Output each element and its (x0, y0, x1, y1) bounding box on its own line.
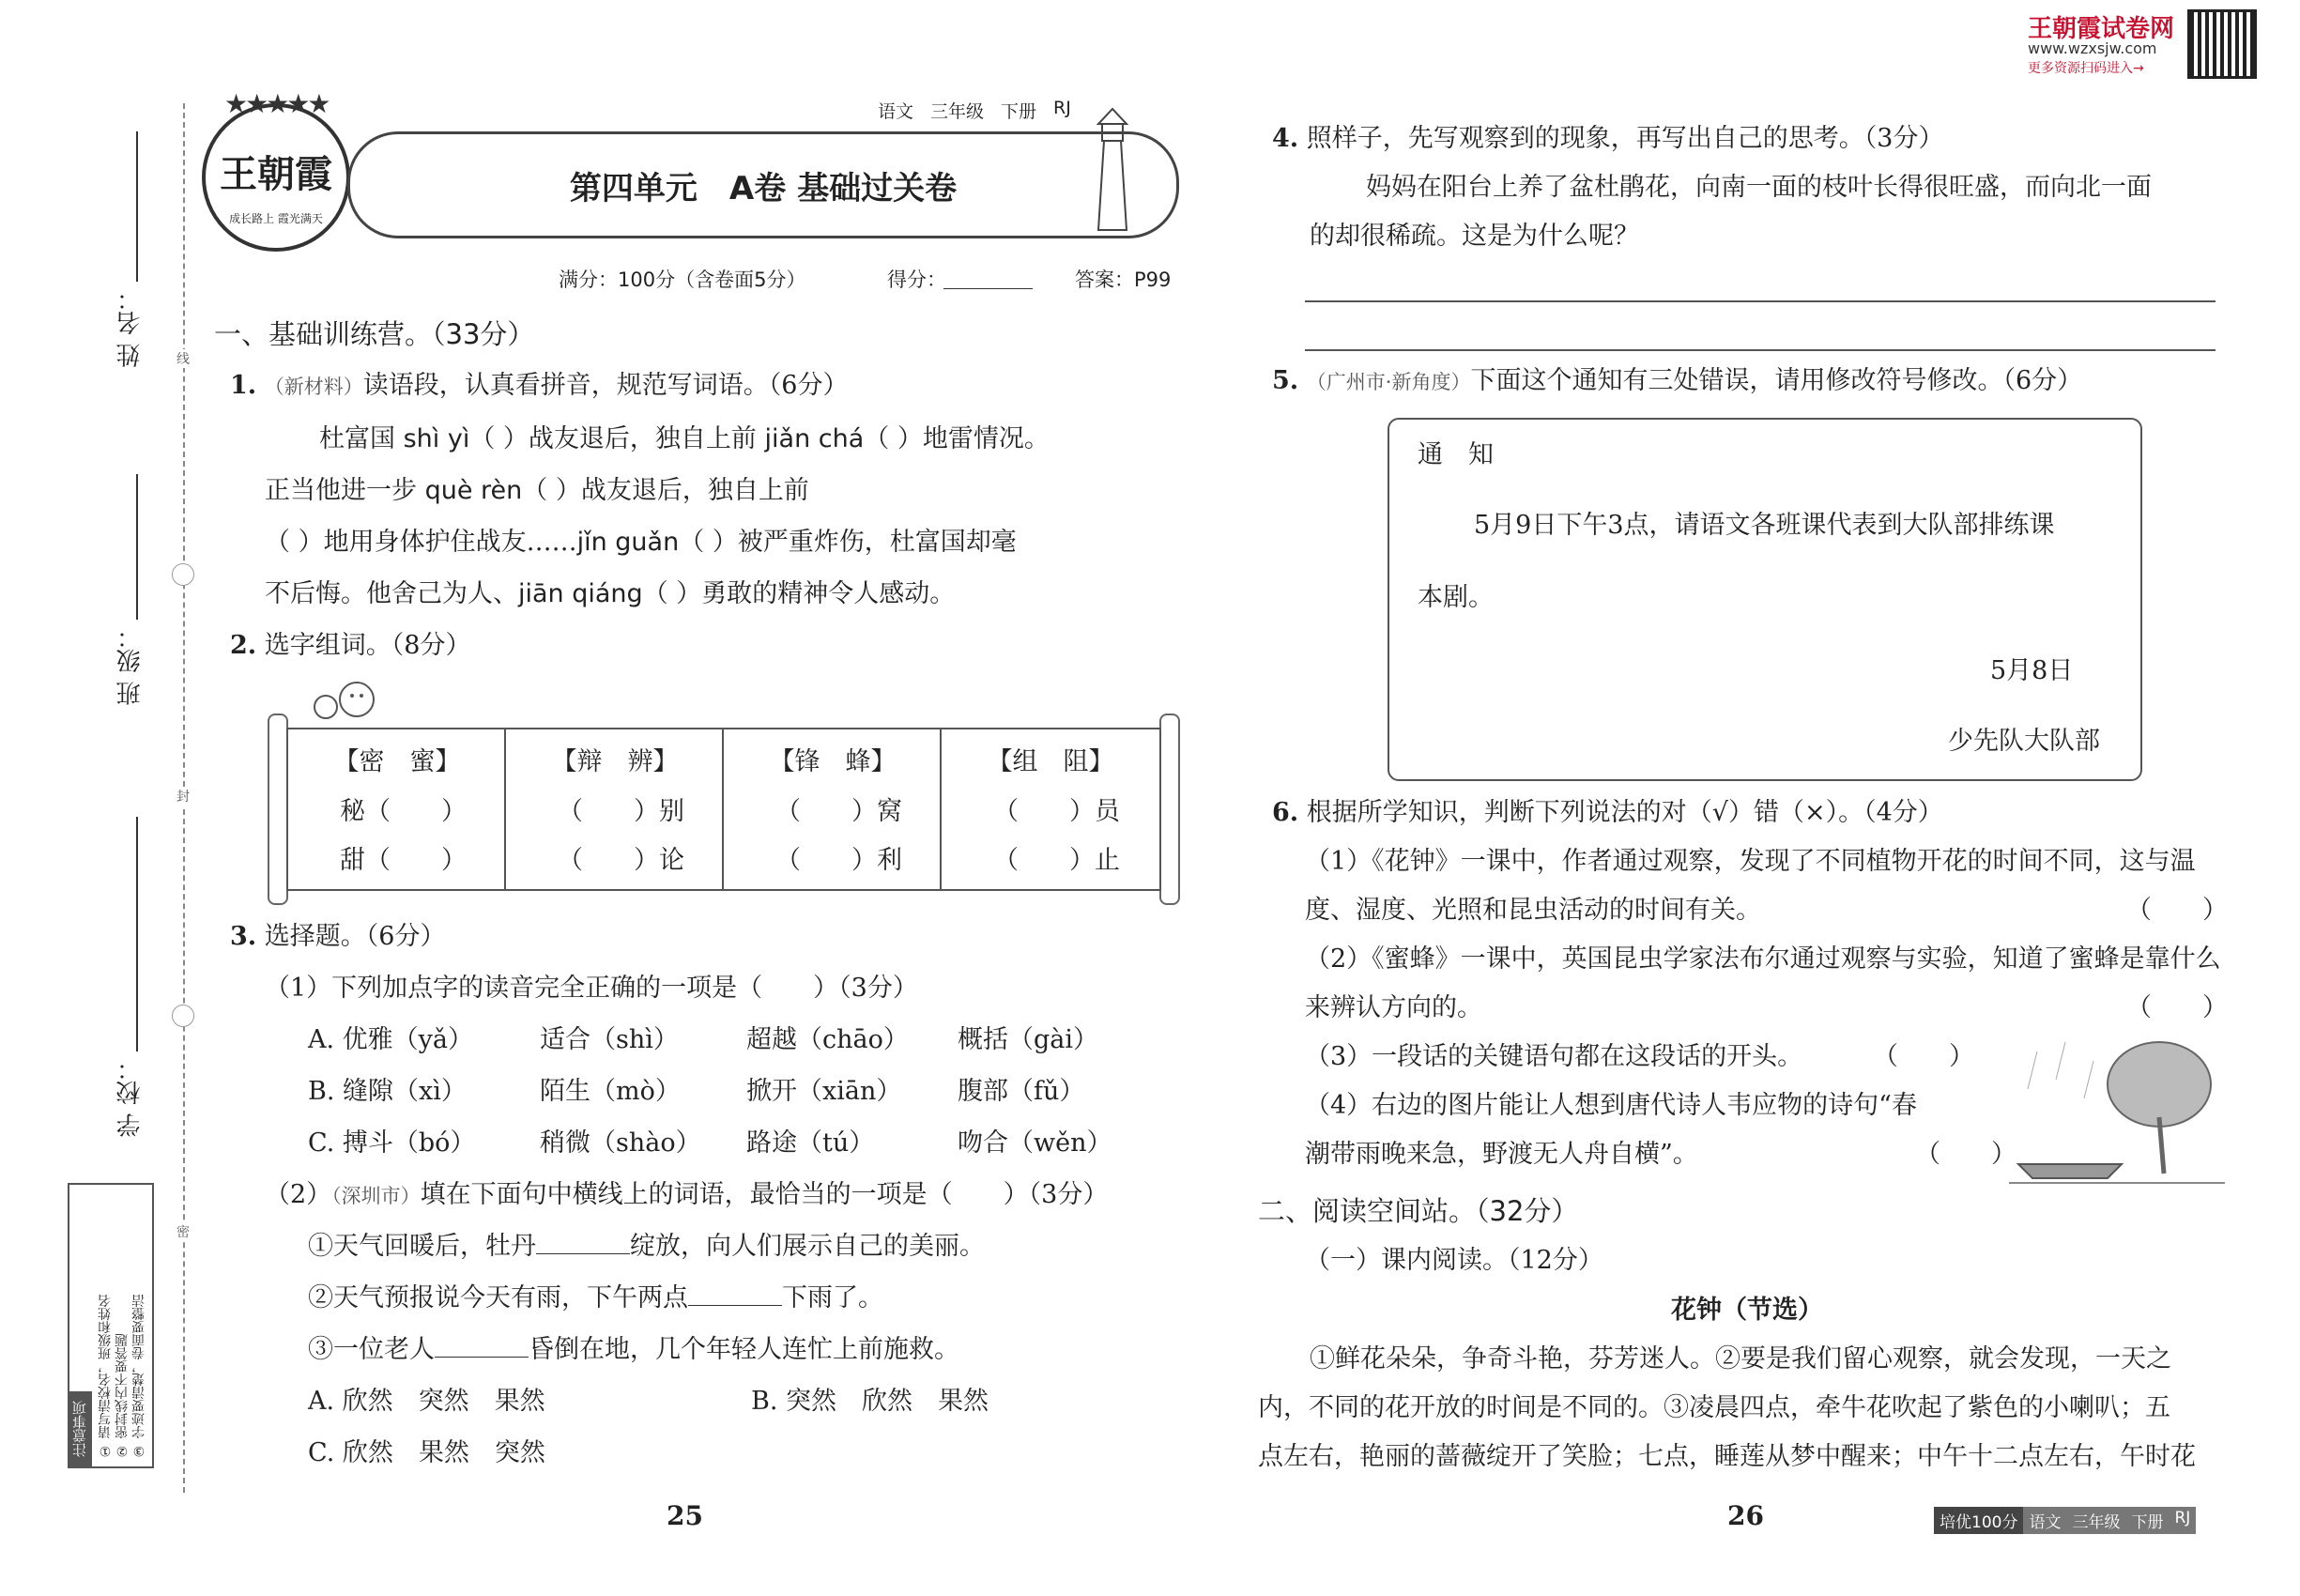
note-3: ③ 字迹要清楚，卷面要整洁 (131, 1294, 146, 1458)
corner-more: 更多资源扫码进入→ (2028, 61, 2144, 76)
meta-volume: 下册 (1001, 101, 1037, 122)
section-1-title: 一、基础训练营。（33分） (214, 318, 535, 350)
word-group (286, 729, 506, 889)
q6-item-1b: 度、湿度、光照和昆虫活动的时间有关。 (1305, 896, 1761, 925)
answer-line[interactable] (1305, 349, 2216, 351)
q5-title: 下面这个通知有三处错误，请用修改符号修改。（6分） (1470, 366, 2083, 395)
word-blank[interactable]: （ ）窝 (775, 797, 902, 826)
judge-paren[interactable]: （ ） (2126, 993, 2228, 1022)
q3-sub2-num: （2） (265, 1180, 332, 1209)
q3-sub1: （1）下列加点字的读音完全正确的一项是（ ）（3分） (265, 974, 918, 1003)
binding-hole (172, 563, 194, 586)
word-group (940, 729, 1159, 889)
word-blank[interactable]: （ ）别 (558, 797, 684, 826)
title-banner (347, 131, 1179, 238)
page-number-left: 25 (667, 1500, 703, 1531)
word-blank[interactable]: 甜（ ） (340, 846, 467, 875)
q1-text[interactable]: （ ）战友退后，独自上前 (469, 424, 765, 453)
word-group-head: 【组 阻】 (987, 747, 1114, 776)
q3-num: 3. (230, 922, 257, 951)
pinyin: shì yì (403, 424, 470, 453)
option-a[interactable]: A. 欣然 突然 果然 (308, 1387, 545, 1416)
q5-header (1272, 364, 2082, 399)
q1-answer-paren[interactable]: （ ）战友退后，独自上前 (522, 476, 809, 505)
q1-num: 1. (230, 371, 257, 400)
q6-num: 6. (1272, 798, 1299, 827)
q2-num: 2. (230, 631, 257, 660)
header-meta (878, 98, 1071, 123)
q2-title: 选字组词。（8分） (264, 631, 471, 660)
q3-sub2 (265, 1178, 1108, 1213)
class-label: 班 级： (116, 624, 145, 706)
qr-code-icon[interactable] (2187, 9, 2257, 79)
note-2: ② 密封线内不要答题 (115, 1333, 130, 1458)
sentence-text: 下雨了。 (782, 1283, 883, 1312)
q1-line-1 (319, 422, 1050, 456)
note-1: ① 请写清校名，班级和姓名 (98, 1294, 113, 1458)
q1-line-4 (265, 577, 955, 611)
q4-header (1272, 122, 1943, 156)
brand-slogan: 成长路上 霞光满天 (229, 212, 323, 225)
notice-date: 5月8日 (1990, 656, 2074, 685)
page-number-right: 26 (1727, 1500, 1764, 1531)
option-a-2: 适合（shì） (540, 1025, 679, 1054)
q6-item-4a: （4）右边的图片能让人想到唐代诗人韦应物的诗句“春 (1305, 1091, 1917, 1120)
footer-series: 培优100分 (1934, 1507, 2023, 1534)
q1-title: 读语段，认真看拼音，规范写词语。（6分） (362, 371, 849, 400)
option-a-3: 超越（chāo） (746, 1025, 909, 1054)
notice-signature: 少先队大队部 (1948, 727, 2100, 756)
q6-header (1272, 796, 1943, 830)
q1-line-3 (265, 526, 1017, 560)
q5-num: 5. (1272, 366, 1299, 395)
corner-brand[interactable]: 王朝霞试卷网 (2028, 15, 2175, 43)
option-a-1[interactable]: A. 优雅（yǎ） (308, 1025, 474, 1054)
answer-ref: 答案：P99 (1075, 269, 1172, 291)
name-field[interactable] (136, 131, 138, 282)
notes-title: 注意事项 (69, 1391, 92, 1466)
sentence-text: ③一位老人 (308, 1335, 435, 1364)
article-line-3: 点左右，艳丽的蔷薇绽开了笑脸；七点，睡莲从梦中醒来；中午十二点左右，午时花 (1258, 1442, 2196, 1471)
q1-text[interactable]: （ ）被严重炸伤，杜富国却毫 (679, 528, 1017, 557)
option-b-1[interactable]: B. 缝隙（xì） (308, 1077, 467, 1106)
pinyin: jǐn guǎn (576, 528, 680, 557)
option-c-3: 路途（tú） (746, 1128, 875, 1158)
notes-box (68, 1183, 154, 1468)
footer-volume: 下册 (2125, 1507, 2169, 1534)
footer-grade: 三年级 (2066, 1507, 2125, 1534)
sentence-text: ②天气预报说今天有雨，下午两点 (308, 1283, 688, 1312)
sentence-text: ①天气回暖后，牡丹 (308, 1232, 536, 1261)
q6-item-2a: （2）《蜜蜂》一课中，英国昆虫学家法布尔通过观察与实验，知道了蜜蜂是靠什么 (1305, 944, 2221, 974)
word-group-head: 【辩 辨】 (551, 747, 679, 776)
meta-subject: 语文 (878, 101, 914, 122)
score-field[interactable] (943, 288, 1033, 289)
meta-edition: RJ (1053, 98, 1071, 118)
seal-char: 封 (175, 787, 192, 806)
word-group-head: 【锋 蜂】 (769, 747, 897, 776)
subsection-title: （一）课内阅读。（12分） (1305, 1246, 1603, 1275)
q4-num: 4. (1272, 124, 1299, 153)
q1-text[interactable]: （ ）勇敢的精神令人感动。 (642, 579, 956, 608)
seal-char: 密 (175, 1222, 192, 1241)
score-label: 得分： (887, 269, 946, 291)
rain-boat-illustration (2009, 1033, 2225, 1192)
word-group (504, 729, 724, 889)
sentence-3 (308, 1333, 959, 1367)
fill-blank[interactable] (688, 1282, 782, 1306)
word-group-head: 【密 蜜】 (333, 747, 461, 776)
option-a-4: 概括（gài） (958, 1025, 1099, 1054)
q6-item-4b: 潮带雨晚来急，野渡无人舟自横”。 (1305, 1140, 1698, 1169)
q6-title: 根据所学知识，判断下列说法的对（√）错（×）。（4分） (1306, 798, 1943, 827)
class-field[interactable] (136, 474, 138, 620)
chick-icon (305, 662, 380, 728)
notice-body: 本剧。 (1418, 583, 1494, 612)
judge-paren[interactable]: （ ） (2126, 896, 2228, 925)
q3-sub2-text: 填在下面句中横线上的词语，最恰当的一项是（ ）（3分） (420, 1180, 1109, 1209)
word-group-table (286, 728, 1161, 891)
scroll-left-post (268, 714, 288, 905)
lighthouse-icon (1080, 103, 1145, 235)
star-icons: ★★★★★ (224, 88, 329, 119)
word-blank[interactable]: 秘（ ） (340, 797, 467, 826)
meta-grade: 三年级 (930, 101, 985, 122)
notice-body: 5月9日下午3点，请语文各班课代表到大队部排练课 (1474, 511, 2055, 540)
q3-title: 选择题。（6分） (264, 922, 446, 951)
q6-item-1a: （1）《花钟》一课中，作者通过观察，发现了不同植物开花的时间不同，这与温 (1305, 847, 2196, 876)
word-blank[interactable]: （ ）止 (993, 846, 1120, 875)
judge-paren[interactable]: （ ） (1873, 1042, 1974, 1071)
q6-item-2b: 来辨认方向的。 (1305, 993, 1482, 1022)
q1-text: 不后悔。他舍己为人、 (265, 579, 518, 608)
footer-subject: 语文 (2023, 1507, 2066, 1534)
q5-tag: （广州市·新角度） (1306, 371, 1471, 393)
page-title: 第四单元 A卷 基础过关卷 (569, 170, 958, 207)
sentence-text: 绽放，向人们展示自己的美丽。 (630, 1232, 985, 1261)
corner-url[interactable]: www.wzxsjw.com (2028, 39, 2157, 57)
fill-blank[interactable] (536, 1231, 630, 1254)
q1-text[interactable]: （ ）地雷情况。 (864, 424, 1050, 453)
brand-name: 王朝霞 (220, 152, 332, 196)
word-blank[interactable]: （ ）利 (775, 846, 902, 875)
q1-tag: （新材料） (264, 376, 363, 398)
school-field[interactable] (136, 817, 138, 1051)
q6-item-3: （3）一段话的关键语句都在这段话的开头。 (1305, 1042, 1803, 1071)
q4-title: 照样子，先写观察到的现象，再写出自己的思考。（3分） (1306, 124, 1944, 153)
brand-logo (202, 88, 350, 252)
q1-text: 正当他进一步 (265, 476, 425, 505)
full-score: 满分：100分（含卷面5分） (559, 269, 806, 291)
answer-line[interactable] (1305, 300, 2216, 302)
judge-paren[interactable]: （ ） (1915, 1140, 2016, 1169)
q3-sub2-tag: （深圳市） (331, 1185, 421, 1207)
sentence-text: 昏倒在地，几个年轻人连忙上前施救。 (529, 1335, 959, 1364)
pinyin: jiān qiáng (518, 579, 643, 608)
option-c-1[interactable]: C. 搏斗（bó） (308, 1128, 476, 1158)
option-b-4: 腹部（fǔ） (958, 1077, 1085, 1106)
pinyin: jiǎn chá (764, 424, 865, 453)
option-c[interactable]: C. 欣然 果然 突然 (308, 1438, 545, 1467)
q1-text[interactable]: （ ）地用身体护住战友…… (265, 528, 577, 557)
school-label: 学 校： (116, 1056, 145, 1138)
q2-header (230, 629, 470, 663)
notice-box (1388, 418, 2142, 781)
footer-tag (1934, 1507, 2196, 1534)
scroll-right-post (1159, 714, 1180, 905)
q4-line-1: 妈妈在阳台上养了盆杜鹃花，向南一面的枝叶长得很旺盛，而向北一面 (1366, 173, 2152, 202)
seal-char: 线 (175, 349, 192, 368)
binding-hole (172, 1005, 194, 1027)
footer-edition: RJ (2169, 1507, 2196, 1534)
article-line-2: 内，不同的花开放的时间是不同的。③凌晨四点，牵牛花吹起了紫色的小喇叭；五 (1258, 1393, 2170, 1422)
sentence-1 (308, 1230, 985, 1264)
name-label: 姓 名： (116, 286, 145, 368)
q4-line-2: 的却很稀疏。这是为什么呢？ (1310, 222, 1639, 251)
notice-title: 通 知 (1418, 440, 1494, 469)
fill-blank[interactable] (435, 1334, 529, 1358)
q1-line-2 (265, 474, 809, 508)
q3-header (230, 920, 445, 954)
option-c-4: 吻合（wěn） (958, 1128, 1112, 1158)
section-2-title: 二、阅读空间站。（32分） (1258, 1195, 1579, 1227)
q1-text: 杜富国 (319, 424, 404, 453)
option-b-3: 掀开（xiān） (746, 1077, 902, 1106)
pinyin: què rèn (424, 476, 523, 505)
article-title: 花钟（节选） (1671, 1296, 1823, 1325)
sentence-2 (308, 1281, 883, 1315)
option-b-2: 陌生（mò） (540, 1077, 681, 1106)
article-line-1: ①鲜花朵朵，争奇斗艳，芬芳迷人。②要是我们留心观察，就会发现，一天之 (1310, 1344, 2171, 1373)
q1-header (230, 369, 848, 404)
word-group (722, 729, 942, 889)
option-b[interactable]: B. 突然 欣然 果然 (751, 1387, 989, 1416)
word-blank[interactable]: （ ）论 (558, 846, 684, 875)
word-blank[interactable]: （ ）员 (993, 797, 1120, 826)
option-c-2: 稍微（shào） (540, 1128, 701, 1158)
